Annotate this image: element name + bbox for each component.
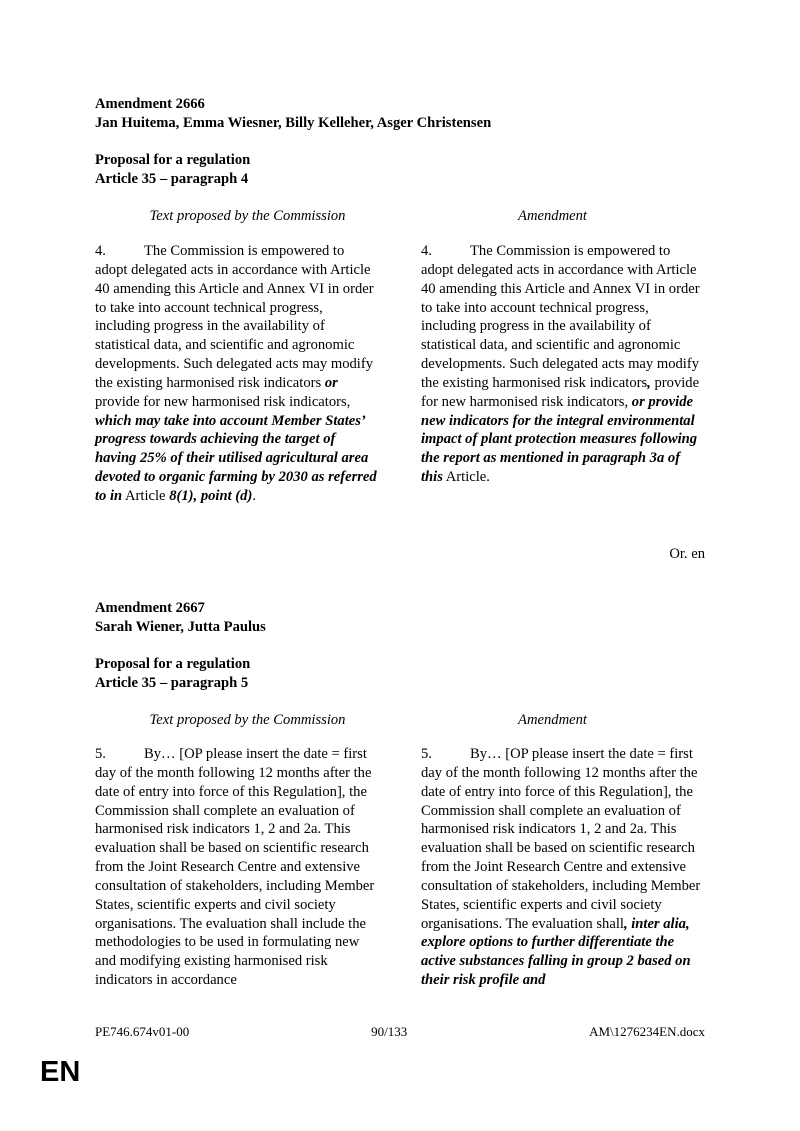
column-headings	[95, 207, 705, 225]
paragraph-number: 5.	[95, 746, 106, 762]
amendment-heading: Amendment	[518, 712, 587, 728]
document-reference: PE746.674v01-00	[95, 1024, 190, 1039]
paragraph-number: 5.	[421, 746, 432, 762]
proposal-title: Proposal for a regulation	[95, 656, 251, 672]
proposal-reference	[95, 655, 715, 693]
amendment-text	[421, 745, 705, 990]
text-plain: .	[252, 487, 256, 504]
commission-text	[95, 242, 379, 506]
text-plain: Article.	[445, 469, 490, 486]
article-reference: Article 35 – paragraph 5	[95, 675, 249, 691]
column-headings	[95, 711, 705, 729]
amendment-header	[95, 95, 715, 133]
original-language: Or. en	[669, 546, 705, 562]
text-deleted: which may take into account Member States’ progress towards achieving the target of having 25% of their utilised agricultural area devoted to organic farming by 2030 as referred to in	[95, 412, 377, 504]
file-name: AM\1276234EN.docx	[589, 1024, 705, 1039]
paragraph-number: 4.	[421, 243, 432, 259]
article-reference: Article 35 – paragraph 4	[95, 171, 249, 187]
commission-heading: Text proposed by the Commission	[149, 712, 346, 728]
text-plain: By… [OP please insert the date = first day of the month following 12 months after the date of entry into force of this Regulation], the Commission shall complete an evaluation of harmonised risk indicators 1, 2 and 2a. This evaluation shall be based on scientific research from the Joint Research Centre and extensive consultation of stakeholders, including Member States, scientific experts and civil society organisations. The evaluation shall include the methodologies to be used in formulating new and modifying existing harmonised risk indicators in accordance	[95, 746, 375, 989]
text-added: or provide new indicators for the integral environmental impact of plant protection measures following the report as mentioned in paragraph 3a of this	[421, 393, 698, 486]
commission-heading: Text proposed by the Commission	[149, 208, 346, 224]
amendment-title: Amendment 2667	[95, 600, 205, 616]
text-deleted: 8(1), point (d)	[169, 487, 253, 504]
text-added: , inter alia, explore options to further differentiate the active substances falling in group 2 based on their risk profile and	[421, 915, 691, 989]
text-plain: provide for new harmonised risk indicators,	[95, 393, 351, 410]
amendment-authors: Sarah Wiener, Jutta Paulus	[95, 619, 266, 635]
amendment-heading: Amendment	[518, 208, 587, 224]
text-plain: The Commission is empowered to adopt delegated acts in accordance with Article 40 amending this Article and Annex VI in order to take into account technical progress, including progress in the availability of statistical data, and scientific and agronomic developments. Such delegated acts may modify the existing harmonised risk indicators	[421, 243, 700, 391]
amendment-title: Amendment 2666	[95, 96, 205, 112]
text-plain: provide for new harmonised risk indicators,	[421, 374, 700, 410]
amendment-header	[95, 599, 715, 637]
amendment-text	[421, 242, 705, 506]
text-columns	[95, 242, 705, 506]
text-plain: By… [OP please insert the date = first day of the month following 12 months after the date of entry into force of this Regulation], the Commission shall complete an evaluation of harmonised risk indicators 1, 2 and 2a. This evaluation shall be based on scientific research from the Joint Research Centre and extensive consultation of stakeholders, including Member States, scientific experts and civil society organisations. The evaluation shall	[421, 746, 701, 932]
text-plain: The Commission is empowered to adopt delegated acts in accordance with Article 40 amending this Article and Annex VI in order to take into account technical progress, including progress in the availability of statistical data, and scientific and agronomic developments. Such delegated acts may modify the existing harmonised risk indicators	[95, 243, 374, 391]
page-number: 90/133	[371, 1024, 408, 1039]
text-added: ,	[647, 374, 651, 391]
amendment-authors: Jan Huitema, Emma Wiesner, Billy Kelleher, Asger Christensen	[95, 115, 492, 131]
commission-text	[95, 745, 379, 990]
language-code: EN	[40, 1056, 81, 1088]
paragraph-number: 4.	[95, 243, 106, 259]
text-columns	[95, 745, 705, 990]
text-plain: Article	[125, 487, 166, 504]
proposal-title: Proposal for a regulation	[95, 152, 251, 168]
text-deleted: or	[324, 374, 338, 391]
page-footer	[95, 1024, 705, 1040]
proposal-reference	[95, 151, 715, 189]
